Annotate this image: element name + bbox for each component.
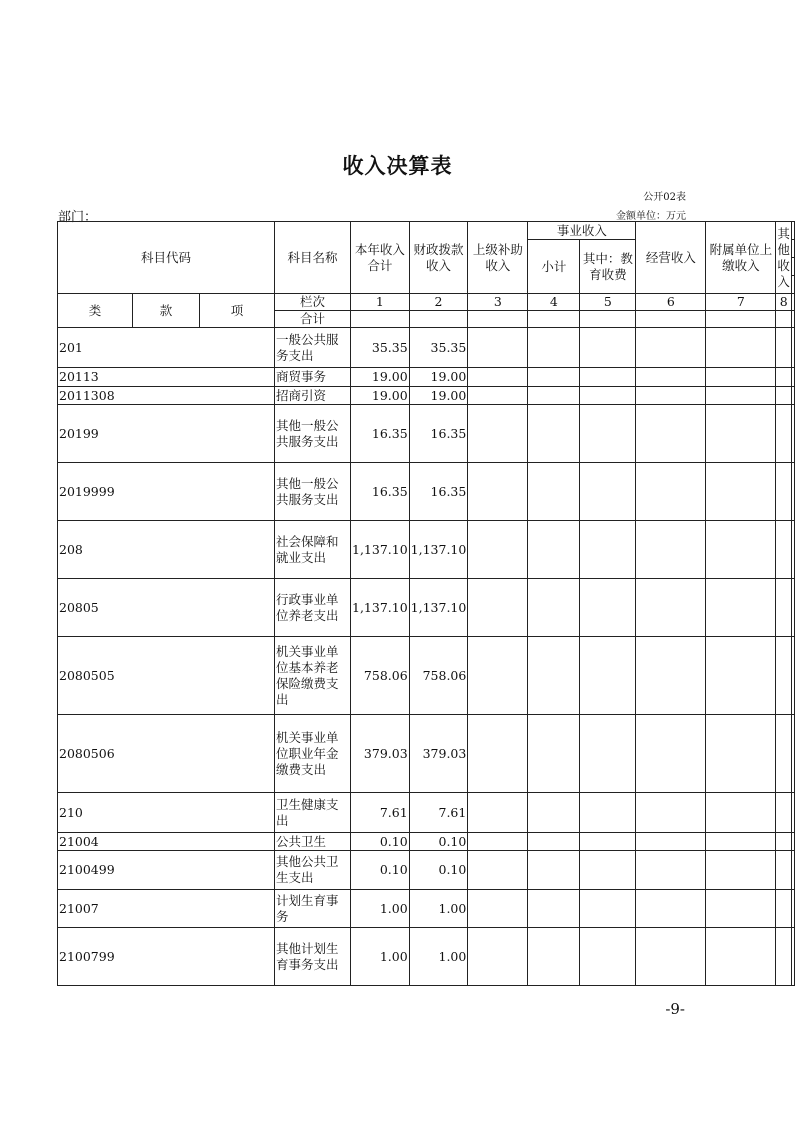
department-label: 部门：: [58, 210, 98, 225]
blank-cell: [636, 405, 706, 463]
blank-cell: [468, 328, 528, 368]
total-income-cell: 0.10: [351, 833, 410, 851]
blank-cell: [636, 833, 706, 851]
table-row: [58, 833, 795, 851]
blank-cell: [468, 928, 528, 986]
total-income-cell: 16.35: [351, 405, 410, 463]
blank-cell: [468, 579, 528, 637]
blank-cell: [776, 890, 792, 928]
subject-code-cell: 210: [58, 793, 275, 833]
blank-cell: [468, 833, 528, 851]
subtotal-header: 小计: [528, 240, 580, 294]
subject-name-header: 科目名称: [275, 222, 351, 294]
blank-cell: [528, 387, 580, 405]
blank-cell: [528, 521, 580, 579]
blank-cell: [409, 311, 468, 328]
table-row: [58, 328, 795, 368]
blank-cell: [792, 715, 795, 793]
subject-code-cell: 2019999: [58, 463, 275, 521]
subject-name-cell: 商贸事务: [275, 368, 351, 387]
subject-name-cell: 公共卫生: [275, 833, 351, 851]
blank-cell: [706, 833, 776, 851]
blank-cell: [580, 637, 636, 715]
blank-cell: [580, 715, 636, 793]
table-row: [58, 368, 795, 387]
blank-cell: [706, 579, 776, 637]
blank-cell: [776, 833, 792, 851]
subject-code-cell: 2011308: [58, 387, 275, 405]
total-income-cell: 35.35: [351, 328, 410, 368]
blank-cell: [636, 463, 706, 521]
blank-cell: [468, 311, 528, 328]
blank-cell: [792, 405, 795, 463]
blank-cell: [468, 368, 528, 387]
blank-cell: [792, 222, 795, 240]
blank-cell: [792, 793, 795, 833]
blank-cell: [468, 851, 528, 890]
subject-code-cell: 21007: [58, 890, 275, 928]
blank-cell: [468, 715, 528, 793]
fiscal-allocation-cell: 7.61: [409, 793, 468, 833]
blank-cell: [706, 793, 776, 833]
subject-name-cell: 卫生健康支出: [275, 793, 351, 833]
blank-cell: [468, 890, 528, 928]
subject-code-cell: 2080505: [58, 637, 275, 715]
blank-cell: [636, 637, 706, 715]
blank-cell: [636, 368, 706, 387]
other-income-header: 其他收入: [776, 222, 792, 294]
total-income-cell: 758.06: [351, 637, 410, 715]
blank-cell: [706, 851, 776, 890]
table-row: [58, 793, 795, 833]
unit-label: 金额单位：万元: [616, 211, 686, 222]
superior-subsidy-header: 上级补助收入: [468, 222, 528, 294]
blank-cell: [706, 328, 776, 368]
kuan-header: 款: [133, 294, 200, 328]
blank-cell: [776, 579, 792, 637]
blank-cell: [636, 579, 706, 637]
table-row: [58, 637, 795, 715]
blank-cell: [580, 928, 636, 986]
education-fees-header: 其中：教育收费: [580, 240, 636, 294]
blank-cell: [580, 328, 636, 368]
blank-cell: [580, 833, 636, 851]
subject-name-cell: 其他一般公共服务支出: [275, 405, 351, 463]
blank-cell: [706, 405, 776, 463]
blank-cell: [528, 311, 580, 328]
subject-code-cell: 2100799: [58, 928, 275, 986]
blank-cell: [528, 368, 580, 387]
fiscal-allocation-cell: 379.03: [409, 715, 468, 793]
column-no: 8: [776, 294, 792, 311]
subject-name-cell: 其他一般公共服务支出: [275, 463, 351, 521]
column-no: 6: [636, 294, 706, 311]
form-number: 公开02表: [643, 192, 686, 203]
blank-cell: [776, 387, 792, 405]
fiscal-allocation-cell: 1,137.10: [409, 579, 468, 637]
total-income-cell: 1.00: [351, 890, 410, 928]
blank-cell: [580, 890, 636, 928]
fiscal-allocation-cell: 1,137.10: [409, 521, 468, 579]
income-table: [57, 221, 795, 986]
blank-cell: [468, 793, 528, 833]
total-income-cell: 7.61: [351, 793, 410, 833]
blank-cell: [776, 368, 792, 387]
blank-cell: [776, 851, 792, 890]
fiscal-allocation-cell: 19.00: [409, 368, 468, 387]
blank-cell: [706, 387, 776, 405]
blank-cell: [776, 328, 792, 368]
blank-cell: [528, 833, 580, 851]
blank-cell: [776, 637, 792, 715]
fiscal-allocation-header: 财政拨款收入: [409, 222, 468, 294]
blank-cell: [580, 368, 636, 387]
subject-name-cell: 其他公共卫生支出: [275, 851, 351, 890]
blank-cell: [580, 579, 636, 637]
subject-code-cell: 208: [58, 521, 275, 579]
table-row: [58, 521, 795, 579]
affiliated-income-header: 附属单位上缴收入: [706, 222, 776, 294]
blank-cell: [636, 928, 706, 986]
table-row: [58, 579, 795, 637]
blank-cell: [468, 387, 528, 405]
table-row: [58, 405, 795, 463]
blank-cell: [528, 793, 580, 833]
total-income-cell: 379.03: [351, 715, 410, 793]
table-row: [58, 928, 795, 986]
column-no: 1: [351, 294, 410, 311]
total-income-cell: 19.00: [351, 368, 410, 387]
subject-code-cell: 20199: [58, 405, 275, 463]
total-income-cell: 1,137.10: [351, 521, 410, 579]
subject-name-cell: 招商引资: [275, 387, 351, 405]
fiscal-allocation-cell: 16.35: [409, 463, 468, 521]
blank-cell: [468, 463, 528, 521]
total-income-cell: 1,137.10: [351, 579, 410, 637]
blank-cell: [580, 311, 636, 328]
blank-cell: [706, 311, 776, 328]
blank-cell: [580, 521, 636, 579]
blank-cell: [792, 851, 795, 890]
column-no: 3: [468, 294, 528, 311]
subject-name-cell: 机关事业单位基本养老保险缴费支出: [275, 637, 351, 715]
blank-cell: [580, 793, 636, 833]
blank-cell: [636, 890, 706, 928]
blank-cell: [792, 311, 795, 328]
blank-cell: [792, 368, 795, 387]
blank-cell: [776, 405, 792, 463]
total-income-header: 本年收入合计: [351, 222, 410, 294]
fiscal-allocation-cell: 1.00: [409, 890, 468, 928]
blank-cell: [468, 521, 528, 579]
blank-cell: [792, 928, 795, 986]
blank-cell: [792, 833, 795, 851]
operating-income-header: 经营收入: [636, 222, 706, 294]
page-number: -9-: [665, 1000, 685, 1018]
blank-cell: [792, 890, 795, 928]
subject-name-cell: 社会保障和就业支出: [275, 521, 351, 579]
fiscal-allocation-cell: 758.06: [409, 637, 468, 715]
blank-cell: [636, 387, 706, 405]
total-income-cell: 19.00: [351, 387, 410, 405]
blank-cell: [792, 463, 795, 521]
subject-name-cell: 机关事业单位职业年金缴费支出: [275, 715, 351, 793]
subject-name-cell: 行政事业单位养老支出: [275, 579, 351, 637]
total-income-cell: 1.00: [351, 928, 410, 986]
blank-cell: [528, 928, 580, 986]
blank-cell: [706, 715, 776, 793]
subject-code-cell: 20805: [58, 579, 275, 637]
column-no: 2: [409, 294, 468, 311]
blank-cell: [636, 521, 706, 579]
blank-cell: [792, 276, 795, 294]
xiang-header: 项: [200, 294, 275, 328]
blank-cell: [776, 311, 792, 328]
subject-code-cell: 20113: [58, 368, 275, 387]
blank-cell: [636, 851, 706, 890]
lei-header: 类: [58, 294, 133, 328]
fiscal-allocation-cell: 0.10: [409, 851, 468, 890]
blank-cell: [792, 240, 795, 258]
column-no: 4: [528, 294, 580, 311]
blank-cell: [792, 637, 795, 715]
blank-cell: [528, 637, 580, 715]
fiscal-allocation-cell: 0.10: [409, 833, 468, 851]
blank-cell: [706, 463, 776, 521]
blank-cell: [528, 405, 580, 463]
blank-cell: [528, 463, 580, 521]
blank-cell: [636, 328, 706, 368]
page-title: 收入决算表: [342, 153, 453, 178]
total-income-cell: 0.10: [351, 851, 410, 890]
subject-code-cell: 2080506: [58, 715, 275, 793]
blank-cell: [776, 793, 792, 833]
blank-cell: [468, 405, 528, 463]
blank-cell: [580, 463, 636, 521]
fiscal-allocation-cell: 1.00: [409, 928, 468, 986]
blank-cell: [528, 851, 580, 890]
blank-cell: [706, 521, 776, 579]
subject-code-cell: 201: [58, 328, 275, 368]
blank-cell: [792, 258, 795, 276]
blank-cell: [580, 405, 636, 463]
blank-cell: [776, 463, 792, 521]
column-no: 5: [580, 294, 636, 311]
blank-cell: [468, 637, 528, 715]
blank-cell: [792, 521, 795, 579]
fiscal-allocation-cell: 19.00: [409, 387, 468, 405]
blank-cell: [706, 637, 776, 715]
blank-cell: [706, 368, 776, 387]
column-no: 7: [706, 294, 776, 311]
blank-cell: [580, 851, 636, 890]
total-income-cell: 16.35: [351, 463, 410, 521]
subject-name-cell: 计划生育事务: [275, 890, 351, 928]
blank-cell: [528, 328, 580, 368]
grand-total-label: 合计: [275, 311, 351, 328]
blank-cell: [792, 328, 795, 368]
blank-cell: [528, 715, 580, 793]
blank-cell: [351, 311, 410, 328]
blank-cell: [528, 579, 580, 637]
blank-cell: [636, 715, 706, 793]
subject-name-cell: 一般公共服务支出: [275, 328, 351, 368]
table-row: [58, 890, 795, 928]
blank-cell: [776, 715, 792, 793]
table-row: [58, 463, 795, 521]
blank-cell: [776, 928, 792, 986]
blank-cell: [792, 294, 795, 311]
subject-code-header: 科目代码: [58, 222, 275, 294]
table-row: [58, 387, 795, 405]
blank-cell: [528, 890, 580, 928]
blank-cell: [776, 521, 792, 579]
fiscal-allocation-cell: 35.35: [409, 328, 468, 368]
column-no-label: 栏次: [275, 294, 351, 311]
blank-cell: [636, 793, 706, 833]
fiscal-allocation-cell: 16.35: [409, 405, 468, 463]
blank-cell: [792, 579, 795, 637]
blank-cell: [636, 311, 706, 328]
table-row: [58, 851, 795, 890]
blank-cell: [580, 387, 636, 405]
subject-code-cell: 21004: [58, 833, 275, 851]
subject-code-cell: 2100499: [58, 851, 275, 890]
business-income-header: 事业收入: [528, 222, 636, 240]
blank-cell: [792, 387, 795, 405]
subject-name-cell: 其他计划生育事务支出: [275, 928, 351, 986]
blank-cell: [706, 928, 776, 986]
table-row: [58, 715, 795, 793]
blank-cell: [706, 890, 776, 928]
